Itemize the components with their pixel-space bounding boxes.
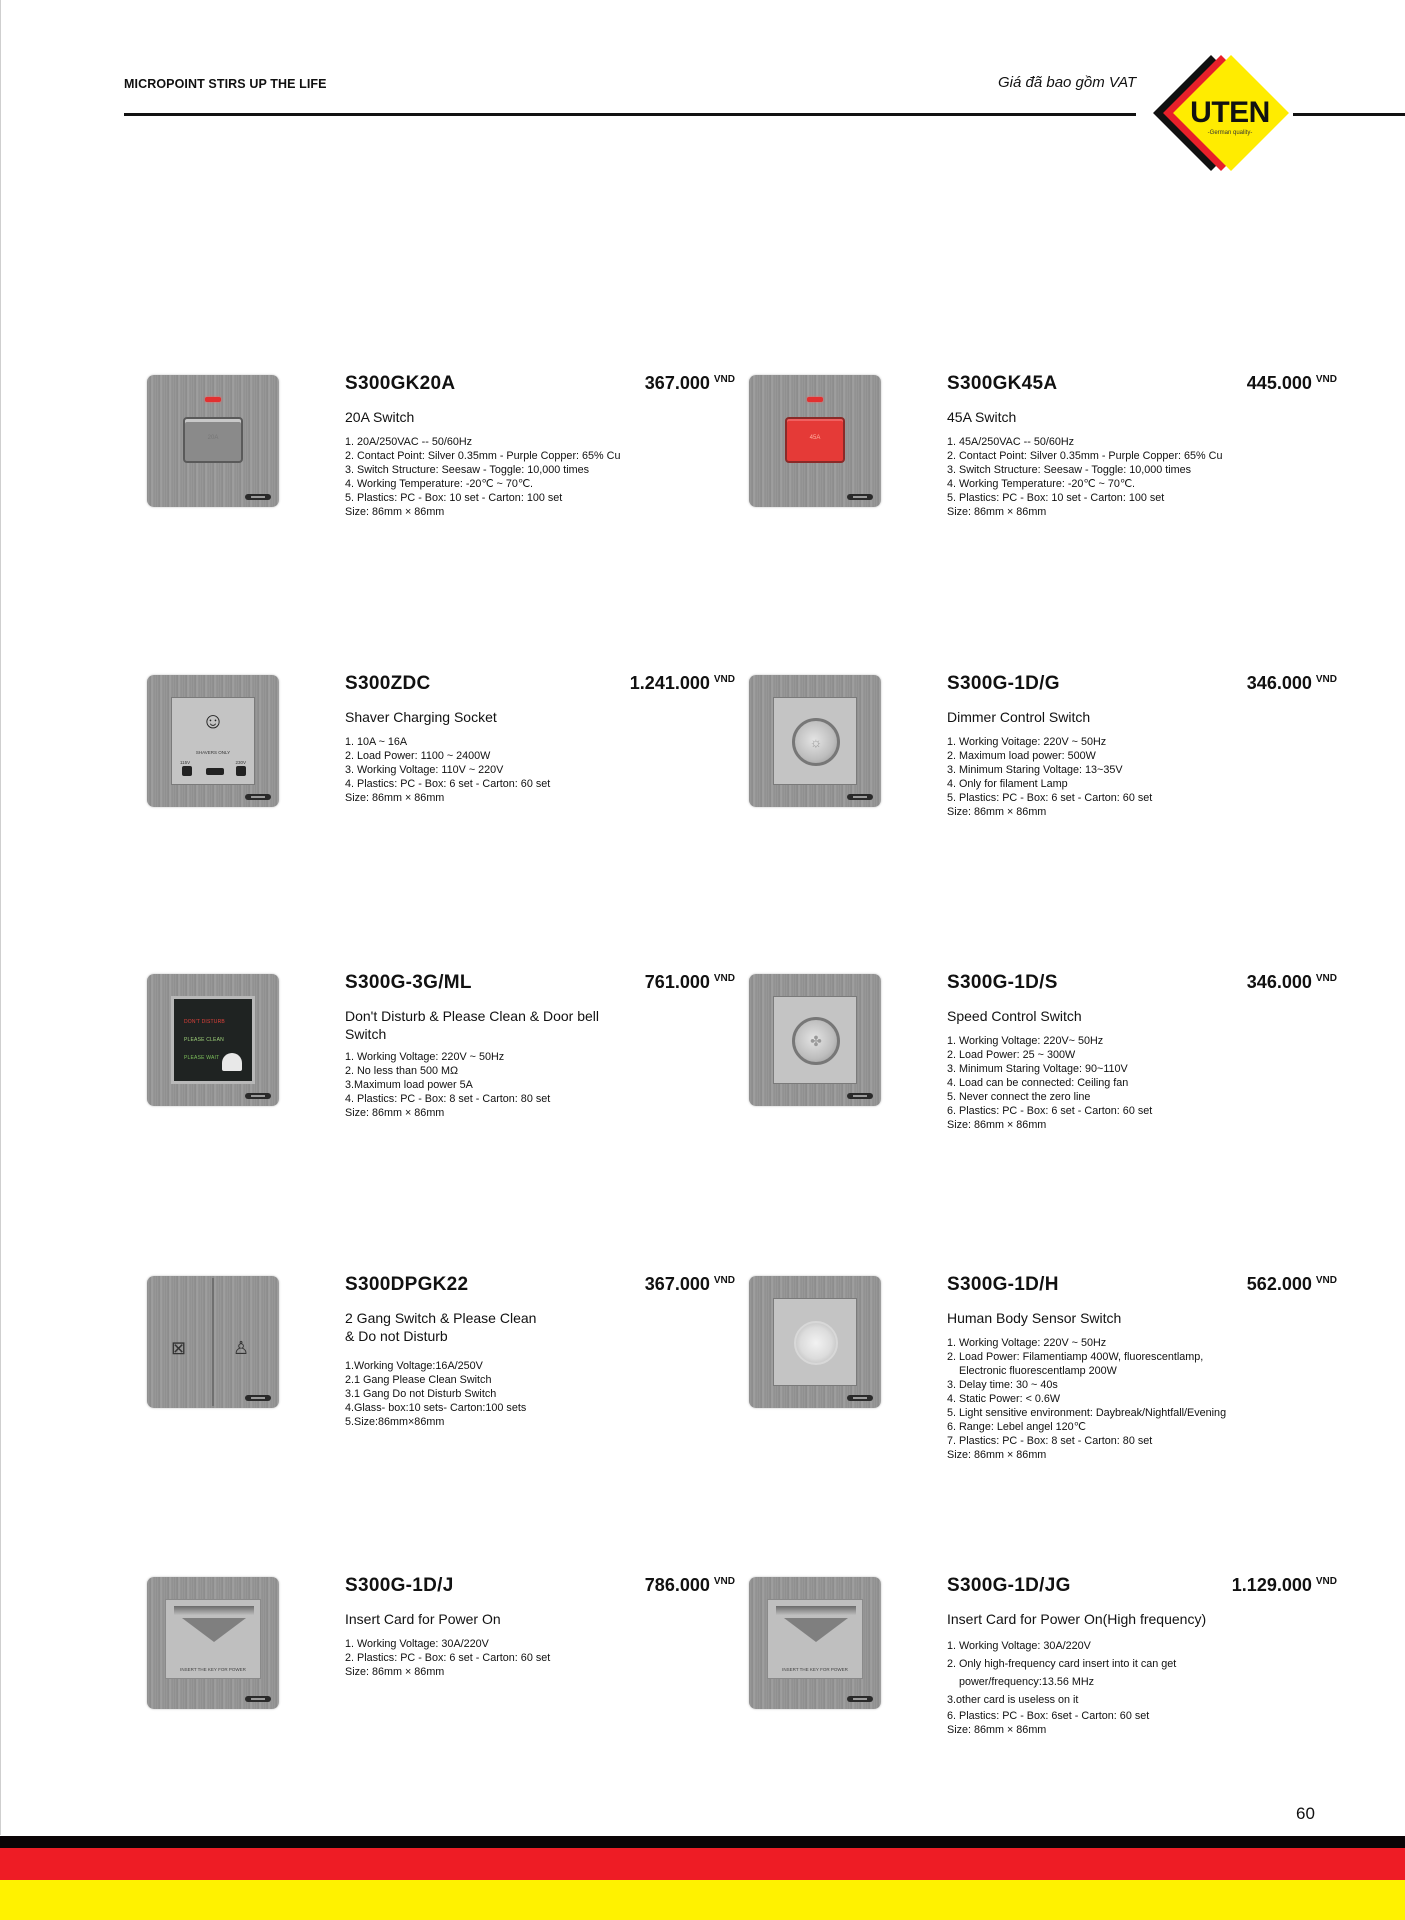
product-code: S300GK45A [947, 373, 1058, 394]
fan-icon: ✤ [810, 1033, 822, 1049]
outlet-pin-icon [236, 766, 246, 776]
product-price [1247, 373, 1337, 394]
spec-list [345, 1637, 550, 1679]
speed-plate [773, 996, 857, 1084]
product-code: S300G-3G/ML [345, 972, 472, 993]
product-code: S300GK20A [345, 373, 456, 394]
price-value: 367.000 [644, 373, 710, 393]
outlet-pin-icon [182, 766, 192, 776]
price-currency: VND [1315, 1275, 1337, 1286]
lamp-icon: ☼ [809, 734, 823, 750]
product-image-rocker-switch [749, 375, 881, 507]
key-card-plate [165, 1599, 261, 1679]
product-price [1232, 1575, 1337, 1596]
product-name: Dimmer Control Switch [947, 709, 1091, 725]
brand-badge-icon [847, 1696, 873, 1702]
product-name: Shaver Charging Socket [345, 709, 497, 725]
rocker-switch-icon [785, 417, 845, 463]
spec-item: 1. 20A/250VAC -- 50/60Hz [345, 436, 473, 448]
product-card [147, 675, 747, 875]
product-price [645, 1274, 735, 1295]
rocker-label: 20A [207, 435, 219, 441]
brand-badge-icon [245, 1093, 271, 1099]
footer-stripe-yellow [0, 1880, 1405, 1920]
spec-item: 5. Plastics: PC - Box: 10 set - Carton: 100 set [345, 492, 563, 504]
spec-list [345, 735, 550, 805]
price-value: 445.000 [1246, 373, 1312, 393]
product-price [645, 373, 735, 394]
spec-item: 3. Switch Structure: Seesaw - Toggle: 10,000 times [947, 464, 1192, 476]
price-value: 367.000 [644, 1274, 710, 1294]
spec-item: Size: 86mm × 86mm [947, 1119, 1047, 1131]
spec-item: Electronic fluorescentlamp 200W [959, 1365, 1117, 1377]
please-clean-led: PLEASE CLEAN [184, 1037, 224, 1043]
product-price [1247, 1274, 1337, 1295]
spec-item: 3. Minimum Staring Voltage: 90~110V [947, 1063, 1128, 1075]
product-name: Insert Card for Power On(High frequency) [947, 1611, 1207, 1627]
header-tagline: MICROPOINT STIRS UP THE LIFE [124, 77, 327, 91]
spec-item: Size: 86mm × 86mm [947, 1449, 1047, 1461]
product-code: S300G-1D/JG [947, 1575, 1071, 1596]
brand-badge-icon [245, 1395, 271, 1401]
price-value: 346.000 [1246, 673, 1312, 693]
spec-list [947, 435, 1222, 519]
spec-item: 1. Working Voitage: 220V ~ 50Hz [947, 736, 1107, 748]
spec-item: power/frequency:13.56 MHz [959, 1676, 1095, 1688]
product-image-speed-control [749, 974, 881, 1106]
socket-plate [171, 697, 255, 785]
please-wait-led: PLEASE WAIT [184, 1055, 220, 1061]
motion-sensor-icon [794, 1321, 838, 1365]
spec-item: 4. Plastics: PC - Box: 8 set - Carton: 80 set [345, 1093, 551, 1105]
header-rule-right [1293, 113, 1405, 116]
spec-item: 2. Contact Point: Silver 0.35mm - Purple Copper: 65% Cu [345, 450, 621, 462]
price-currency: VND [713, 674, 735, 685]
spec-item: 1. Working Voltage: 220V ~ 50Hz [947, 1337, 1107, 1349]
product-card [749, 1577, 1349, 1777]
uten-logo [1150, 58, 1292, 170]
spec-item: 4. Working Temperature: -20℃ ~ 70℃. [947, 478, 1135, 490]
spec-list [947, 1637, 1176, 1737]
header-rule [124, 113, 1136, 116]
spec-item: 5. Plastics: PC - Box: 6 set - Carton: 60 set [947, 792, 1153, 804]
spec-item: 4.Glass- box:10 sets- Carton:100 sets [345, 1402, 527, 1414]
spec-list [947, 735, 1152, 819]
price-currency: VND [713, 1275, 735, 1286]
product-image-two-gang [147, 1276, 279, 1408]
rocker-label: 45A [809, 435, 821, 441]
spec-item: 1. Working Voltage: 30A/220V [947, 1640, 1091, 1652]
spec-item: 1. Working Voltage: 220V~ 50Hz [947, 1035, 1104, 1047]
spec-list [345, 1359, 526, 1429]
logo-subtitle: -German quality- [1207, 130, 1253, 136]
product-price [1247, 972, 1337, 993]
product-code: S300G-1D/G [947, 673, 1060, 694]
dimmer-knob-icon [792, 718, 840, 766]
spec-item: 2. Only high-frequency card insert into it can get [947, 1658, 1177, 1670]
price-currency: VND [1315, 973, 1337, 984]
card-slot-icon [174, 1606, 254, 1615]
product-image-shaver-socket [147, 675, 279, 807]
product-card [147, 375, 747, 575]
product-price [1247, 673, 1337, 694]
card-slot-icon [776, 1606, 856, 1615]
spec-item: 2. No less than 500 MΩ [345, 1065, 459, 1077]
rocker-switch-icon [183, 417, 243, 463]
product-code: S300G-1D/S [947, 972, 1058, 993]
shavers-only-label: SHAVERS ONLY [195, 750, 231, 755]
product-code: S300G-1D/J [345, 1575, 454, 1596]
product-code: S300DPGK22 [345, 1274, 469, 1295]
spec-item: 5. Plastics: PC - Box: 10 set - Carton: 100 set [947, 492, 1165, 504]
spec-item: 5.Size:86mm×86mm [345, 1416, 445, 1428]
spec-item: 3.Maximum load power 5A [345, 1079, 473, 1091]
product-name: 20A Switch [345, 409, 415, 425]
product-card [147, 1276, 747, 1476]
footer-stripe-black [0, 1836, 1405, 1848]
page-number: 60 [1296, 1804, 1315, 1823]
spec-item: 2. Contact Point: Silver 0.35mm - Purple Copper: 65% Cu [947, 450, 1223, 462]
vat-note: Giá đã bao gồm VAT [998, 74, 1137, 91]
product-code: S300G-1D/H [947, 1274, 1059, 1295]
spec-item: Size: 86mm × 86mm [947, 1724, 1047, 1736]
spec-item: 4. Only for filament Lamp [947, 778, 1068, 790]
product-image-led-panel [147, 974, 279, 1106]
product-name: 45A Switch [947, 409, 1017, 425]
spec-item: 6. Plastics: PC - Box: 6 set - Carton: 60 set [947, 1105, 1153, 1117]
spec-item: Size: 86mm × 86mm [345, 792, 445, 804]
price-value: 562.000 [1246, 1274, 1312, 1294]
spec-list [947, 1336, 1226, 1462]
sensor-plate [773, 1298, 857, 1386]
spec-item: 5. Light sensitive environment: Daybreak/Nightfall/Evening [947, 1407, 1227, 1419]
gang-divider [212, 1278, 214, 1406]
spec-item: 1. 10A ~ 16A [345, 736, 408, 748]
brand-badge-icon [245, 794, 271, 800]
spec-item: 4. Load can be connected: Ceiling fan [947, 1077, 1129, 1089]
product-price [645, 1575, 735, 1596]
spec-list [345, 1050, 550, 1120]
dont-disturb-led: DON'T DISTURB [184, 1019, 225, 1025]
key-card-label: INSERT THE KEY FOR POWER [782, 1667, 848, 1672]
spec-item: 7. Plastics: PC - Box: 8 set - Carton: 80 set [947, 1435, 1153, 1447]
spec-item: 2. Plastics: PC - Box: 6 set - Carton: 60 set [345, 1652, 551, 1664]
please-clean-icon: ♙ [233, 1338, 250, 1358]
price-currency: VND [713, 1576, 735, 1587]
price-value: 786.000 [644, 1575, 710, 1595]
key-card-label: INSERT THE KEY FOR POWER [180, 1667, 246, 1672]
product-image-dimmer [749, 675, 881, 807]
spec-list [947, 1034, 1152, 1132]
product-price [645, 972, 735, 993]
product-card [749, 974, 1349, 1174]
price-value: 761.000 [644, 972, 710, 992]
indicator-light-icon [205, 397, 221, 402]
spec-item: 4. Static Power: < 0.6W [947, 1393, 1061, 1405]
product-name: Human Body Sensor Switch [947, 1310, 1122, 1326]
spec-item: 6. Plastics: PC - Box: 6set - Carton: 60 set [947, 1710, 1150, 1722]
spec-item: 2. Load Power: Filamentiamp 400W, fluorescentlamp, [947, 1351, 1204, 1363]
logo-brand: UTEN [1190, 96, 1270, 129]
product-card [749, 375, 1349, 575]
product-name: 2 Gang Switch & Please Clean & Do not Disturb [345, 1310, 537, 1344]
price-currency: VND [713, 374, 735, 385]
product-image-key-card [147, 1577, 279, 1709]
product-name: Insert Card for Power On [345, 1611, 501, 1627]
voltage-left-label: 115V [180, 760, 191, 765]
brand-badge-icon [847, 1395, 873, 1401]
key-card-plate [767, 1599, 863, 1679]
spec-item: 3. Delay time: 30 ~ 40s [947, 1379, 1058, 1391]
spec-item: 3.1 Gang Do not Disturb Switch [345, 1388, 497, 1400]
price-value: 1.241.000 [629, 673, 710, 693]
speed-knob-icon [792, 1017, 840, 1065]
product-card [147, 974, 747, 1174]
price-currency: VND [1315, 674, 1337, 685]
insert-arrow-icon [784, 1618, 848, 1642]
product-code: S300ZDC [345, 673, 431, 694]
product-image-key-card [749, 1577, 881, 1709]
spec-item: 3. Switch Structure: Seesaw - Toggle: 10,000 times [345, 464, 590, 476]
product-card [749, 1276, 1349, 1476]
price-value: 1.129.000 [1231, 1575, 1312, 1595]
product-price [630, 673, 735, 694]
spec-item: Size: 86mm × 86mm [947, 806, 1047, 818]
product-image-motion-sensor [749, 1276, 881, 1408]
spec-item: Size: 86mm × 86mm [345, 1107, 445, 1119]
insert-arrow-icon [182, 1618, 246, 1642]
brand-badge-icon [245, 494, 271, 500]
spec-item: Size: 86mm × 86mm [947, 506, 1047, 518]
brand-badge-icon [847, 494, 873, 500]
led-panel [171, 996, 255, 1084]
footer-stripe-red [0, 1848, 1405, 1880]
brand-badge-icon [847, 794, 873, 800]
brand-badge-icon [847, 1093, 873, 1099]
spec-item: 5. Never connect the zero line [947, 1091, 1091, 1103]
spec-item: Size: 86mm × 86mm [345, 1666, 445, 1678]
do-not-disturb-icon: ⊠ [171, 1338, 187, 1358]
spec-item: 2. Load Power: 25 ~ 300W [947, 1049, 1076, 1061]
spec-item: 2. Load Power: 1100 ~ 2400W [345, 750, 491, 762]
spec-item: 1. 45A/250VAC -- 50/60Hz [947, 436, 1075, 448]
spec-item: 4. Working Temperature: -20℃ ~ 70℃. [345, 478, 533, 490]
price-currency: VND [713, 973, 735, 984]
brand-badge-icon [245, 1696, 271, 1702]
dimmer-plate [773, 697, 857, 785]
product-image-rocker-switch [147, 375, 279, 507]
shaver-icon: ☺ [201, 708, 225, 733]
spec-item: 3.other card is useless on it [947, 1694, 1079, 1706]
doorbell-icon [222, 1053, 242, 1071]
spec-item: 1.Working Voltage:16A/250V [345, 1360, 483, 1372]
spec-item: 3. Minimum Staring Voltage: 13~35V [947, 764, 1123, 776]
price-currency: VND [1315, 374, 1337, 385]
spec-item: 6. Range: Lebel angel 120℃ [947, 1421, 1086, 1433]
spec-item: 2. Maximum load power: 500W [947, 750, 1096, 762]
page-edge [0, 0, 1, 1835]
spec-item: 3. Working Voltage: 110V ~ 220V [345, 764, 504, 776]
spec-item: 2.1 Gang Please Clean Switch [345, 1374, 492, 1386]
voltage-right-label: 230V [235, 760, 246, 765]
spec-item: 4. Plastics: PC - Box: 6 set - Carton: 60 set [345, 778, 551, 790]
product-card [147, 1577, 747, 1777]
product-name: Speed Control Switch [947, 1008, 1082, 1024]
outlet-pin-icon [206, 768, 224, 775]
product-name: Don't Disturb & Please Clean & Door bell Switch [345, 1008, 600, 1042]
spec-item: Size: 86mm × 86mm [345, 506, 445, 518]
price-value: 346.000 [1246, 972, 1312, 992]
indicator-light-icon [807, 397, 823, 402]
product-card [749, 675, 1349, 875]
price-currency: VND [1315, 1576, 1337, 1587]
spec-item: 1. Working Voltage: 220V ~ 50Hz [345, 1051, 505, 1063]
spec-list [345, 435, 620, 519]
spec-item: 1. Working Voltage: 30A/220V [345, 1638, 489, 1650]
